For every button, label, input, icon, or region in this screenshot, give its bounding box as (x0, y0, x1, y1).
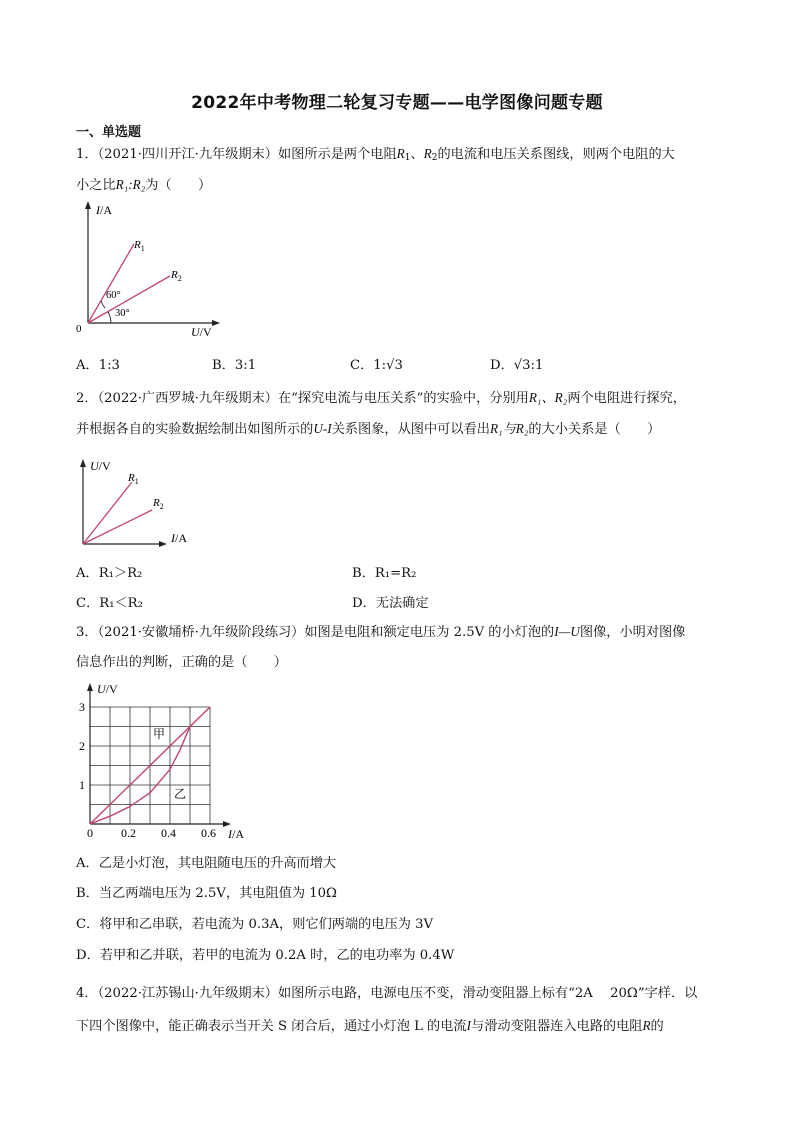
q2-line-r1 (83, 482, 132, 544)
q1-y-label: I/A (96, 203, 112, 217)
q1-line2: 小之比R₁:R₂为（ ） (76, 177, 212, 193)
q3-line2: 信息作出的判断，正确的是（ ） (76, 655, 287, 670)
q2-x-arrow (159, 541, 167, 547)
page-title: 2022年中考物理二轮复习专题——电学图像问题专题 (191, 93, 603, 113)
q3-graph (70, 680, 255, 845)
q3-x-tick-label: 0.2 (121, 826, 136, 840)
q1-y-arrow (85, 201, 91, 209)
q2-option-a[interactable]: A．R₁＞R₂ (76, 566, 143, 581)
q1-r1-label: $R_1$ (134, 239, 145, 253)
q4-line2: 下四个图像中，能正确表示当开关 S 闭合后，通过小灯泡 L 的电流I与滑动变阻器连入电路的电阻R的 (76, 1018, 664, 1034)
q3-x-label: I/A (228, 827, 244, 841)
q2-y-label: U/V (90, 459, 111, 473)
q3-label-yi: 乙 (174, 787, 187, 801)
q1-angle-arc-60 (101, 301, 105, 308)
q3-x-tick-label: 0 (87, 826, 93, 840)
q2-y-arrow (80, 459, 86, 467)
q3-line1: 3．（2021·安徽埇桥·九年级阶段练习）如图是电阻和额定电压为 2.5V 的小灯泡的I—U图像，小明对图像 (76, 624, 686, 640)
q3-x-tick-label: 0.6 (201, 826, 216, 840)
q1-angle-arc-30 (108, 312, 111, 323)
q1-r2-label: $R_2$ (171, 269, 182, 283)
q3-y-arrow (87, 683, 93, 691)
q3-label-jia: 甲 (153, 727, 166, 741)
q3-option-a[interactable]: A．乙是小灯泡，其电阻随电压的升高而增大 (76, 856, 337, 871)
q2-r1-label: $R_1$ (128, 472, 139, 486)
q2-option-c[interactable]: C．R₁＜R₂ (76, 596, 143, 611)
q2-x-label: I/A (171, 531, 187, 545)
q3-y-tick-label: 2 (79, 739, 85, 753)
q1-x-arrow (212, 320, 220, 326)
q1-option-c[interactable]: C．1:√3 (350, 358, 403, 373)
q1-x-label: U/V (191, 325, 212, 339)
q3-option-c[interactable]: C．将甲和乙串联，若电流为 0.3A，则它们两端的电压为 3V (76, 917, 434, 932)
q1-angle-30: 30° (115, 308, 130, 319)
q1-option-b[interactable]: B．3:1 (212, 358, 257, 373)
q1-option-a[interactable]: A．1:3 (76, 358, 120, 373)
q3-option-d[interactable]: D．若甲和乙并联，若甲的电流为 0.2A 时，乙的电功率为 0.4W (76, 948, 455, 963)
q3-y-tick-label: 1 (79, 778, 85, 792)
q1-angle-60: 60° (106, 290, 121, 301)
q1-origin-label: 0 (76, 323, 82, 335)
q2-r2-label: $R_2$ (153, 497, 164, 511)
q3-option-b[interactable]: B．当乙两端电压为 2.5V，其电阻值为 10Ω (76, 886, 337, 901)
q3-x-tick-label: 0.4 (161, 826, 176, 840)
q4-line1: 4．（2022·江苏锡山·九年级期末）如图所示电路，电源电压不变，滑动变阻器上标有“2A 20Ω”字样．以 (76, 986, 698, 1001)
q2-option-d[interactable]: D．无法确定 (352, 596, 429, 611)
q1-line1: 1．（2021·四川开江·九年级期末）如图所示是两个电阻$R_1$、$R_2$的电流和电压关系图线，则两个电阻的大 (76, 146, 675, 163)
q2-line-r2 (83, 510, 152, 544)
q1-graph (70, 198, 230, 343)
section-heading: 一、单选题 (76, 125, 142, 140)
q3-y-label: U/V (97, 682, 118, 696)
q2-line2: 并根据各自的实验数据绘制出如图所示的U-I关系图象，从图中可以看出R₁与R₂的大小关系是（ ） (76, 421, 661, 437)
q2-line1: 2．（2022·广西罗城·九年级期末）在“探究电流与电压关系”的实验中，分别用R₁、R₂两个电阻进行探究， (76, 390, 686, 406)
q1-option-d[interactable]: D．√3:1 (490, 358, 544, 373)
q3-y-tick-label: 3 (79, 700, 85, 714)
q2-graph (70, 452, 200, 552)
q2-option-b[interactable]: B．R₁=R₂ (352, 566, 417, 581)
